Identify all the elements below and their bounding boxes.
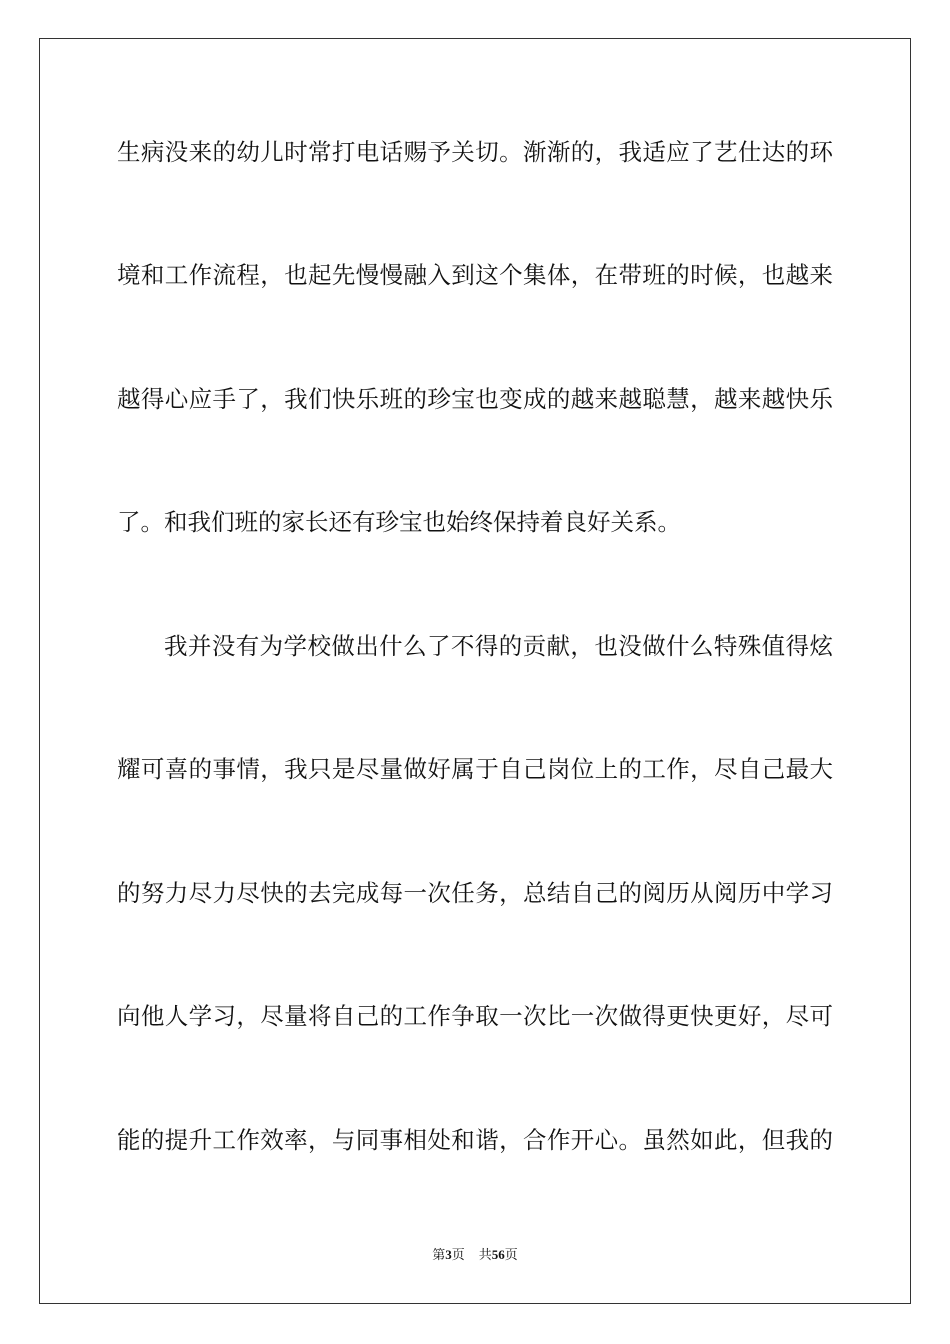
- page-footer: [0, 1245, 950, 1265]
- text-line-3: 越得心应手了，我们快乐班的珍宝也变成的越来越聪慧，越来越快乐: [117, 385, 833, 413]
- page-suffix: 页: [451, 1247, 465, 1262]
- total-pages: 56: [491, 1247, 505, 1262]
- text-line-2: 境和工作流程，也起先慢慢融入到这个集体，在带班的时候，也越来: [117, 261, 833, 289]
- text-line-6: 耀可喜的事情，我只是尽量做好属于自己岗位上的工作，尽自己最大: [117, 755, 833, 783]
- text-line-1: 生病没来的幼儿时常打电话赐予关切。渐渐的，我适应了艺仕达的环: [117, 138, 833, 166]
- text-line-9: 能的提升工作效率，与同事相处和谐，合作开心。虽然如此，但我的: [117, 1126, 833, 1154]
- text-line-4: 了。和我们班的家长还有珍宝也始终保持着良好关系。: [117, 508, 681, 536]
- text-line-5: 我并没有为学校做出什么了不得的贡献，也没做什么特殊值得炫: [164, 632, 833, 660]
- page-prefix: 第: [432, 1247, 446, 1262]
- text-line-7: 的努力尽力尽快的去完成每一次任务，总结自己的阅历从阅历中学习: [117, 879, 833, 907]
- text-line-8: 向他人学习，尽量将自己的工作争取一次比一次做得更快更好，尽可: [117, 1002, 833, 1030]
- total-prefix: 共: [478, 1247, 492, 1262]
- page-number: 3: [445, 1247, 452, 1262]
- total-suffix: 页: [504, 1247, 518, 1262]
- page-border: [39, 38, 911, 1304]
